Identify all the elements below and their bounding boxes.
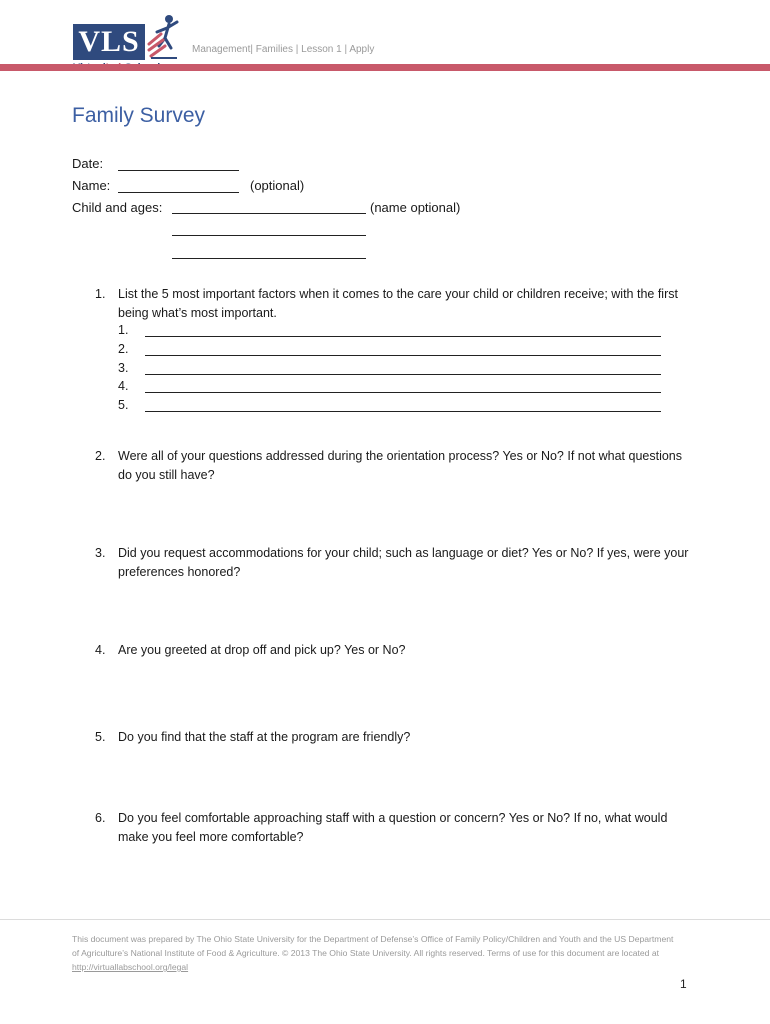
question-text: List the 5 most important factors when it comes to the care your child or children receive; with the first being what’s most important. bbox=[118, 287, 678, 320]
header-accent-bar bbox=[0, 64, 770, 71]
factor-5-field[interactable] bbox=[145, 411, 661, 412]
question-number: 6. bbox=[95, 811, 106, 825]
children-figure-icon bbox=[147, 14, 183, 62]
question-number: 1. bbox=[95, 287, 106, 301]
question-text: Do you feel comfortable approaching staff with a question or concern? Yes or No? If no, what would make you feel more comfortable? bbox=[118, 811, 668, 844]
factor-2-field[interactable] bbox=[145, 355, 661, 356]
question-text: Did you request accommodations for your child; such as language or diet? Yes or No? If yes, were your preferences honored? bbox=[118, 546, 689, 579]
page-title: Family Survey bbox=[72, 104, 206, 127]
name-label: Name: bbox=[72, 178, 111, 193]
list-item-number: 3. bbox=[118, 361, 129, 375]
breadcrumb: Management| Families | Lesson 1 | Apply bbox=[192, 44, 375, 55]
child-ages-label: Child and ages: bbox=[72, 200, 163, 215]
name-field[interactable] bbox=[118, 192, 239, 193]
child-ages-field-3[interactable] bbox=[172, 258, 366, 259]
name-optional-note: (optional) bbox=[250, 178, 305, 193]
list-item-number: 1. bbox=[118, 323, 129, 337]
question-number: 4. bbox=[95, 643, 106, 657]
logo-abbrev: VLS bbox=[73, 24, 145, 60]
list-item-number: 5. bbox=[118, 398, 129, 412]
question-text: Were all of your questions addressed during the orientation process? Yes or No? If not what questions do you still have? bbox=[118, 449, 683, 482]
date-field[interactable] bbox=[118, 170, 239, 171]
question-number: 2. bbox=[95, 449, 106, 463]
question-number: 5. bbox=[95, 730, 106, 744]
list-item-number: 4. bbox=[118, 379, 129, 393]
question-text: Are you greeted at drop off and pick up? Yes or No? bbox=[118, 643, 406, 657]
factor-3-field[interactable] bbox=[145, 374, 661, 375]
factor-4-field[interactable] bbox=[145, 392, 661, 393]
question-number: 3. bbox=[95, 546, 106, 560]
date-label: Date: bbox=[72, 156, 104, 171]
page-header bbox=[0, 0, 770, 80]
child-ages-field-2[interactable] bbox=[172, 235, 366, 236]
question-text: Do you find that the staff at the program are friendly? bbox=[118, 730, 411, 744]
footer-notice: This document was prepared by The Ohio State University for the Department of Defense’s Office of Family Policy/Children and Youth and the US Department of Agriculture’s National Institute of Food & Agriculture. © 2013 The Ohio State University. All rights reserved. Terms of use for this document are located at http://virtuallabschool.org/legal bbox=[72, 934, 674, 972]
child-ages-field-1[interactable] bbox=[172, 213, 366, 214]
list-item-number: 2. bbox=[118, 342, 129, 356]
child-name-optional-note: (name optional) bbox=[370, 200, 461, 215]
page-number: 1 bbox=[680, 977, 687, 991]
footer-divider bbox=[0, 919, 770, 920]
factor-1-field[interactable] bbox=[145, 336, 661, 337]
legal-link[interactable]: http://virtuallabschool.org/legal bbox=[72, 962, 189, 972]
